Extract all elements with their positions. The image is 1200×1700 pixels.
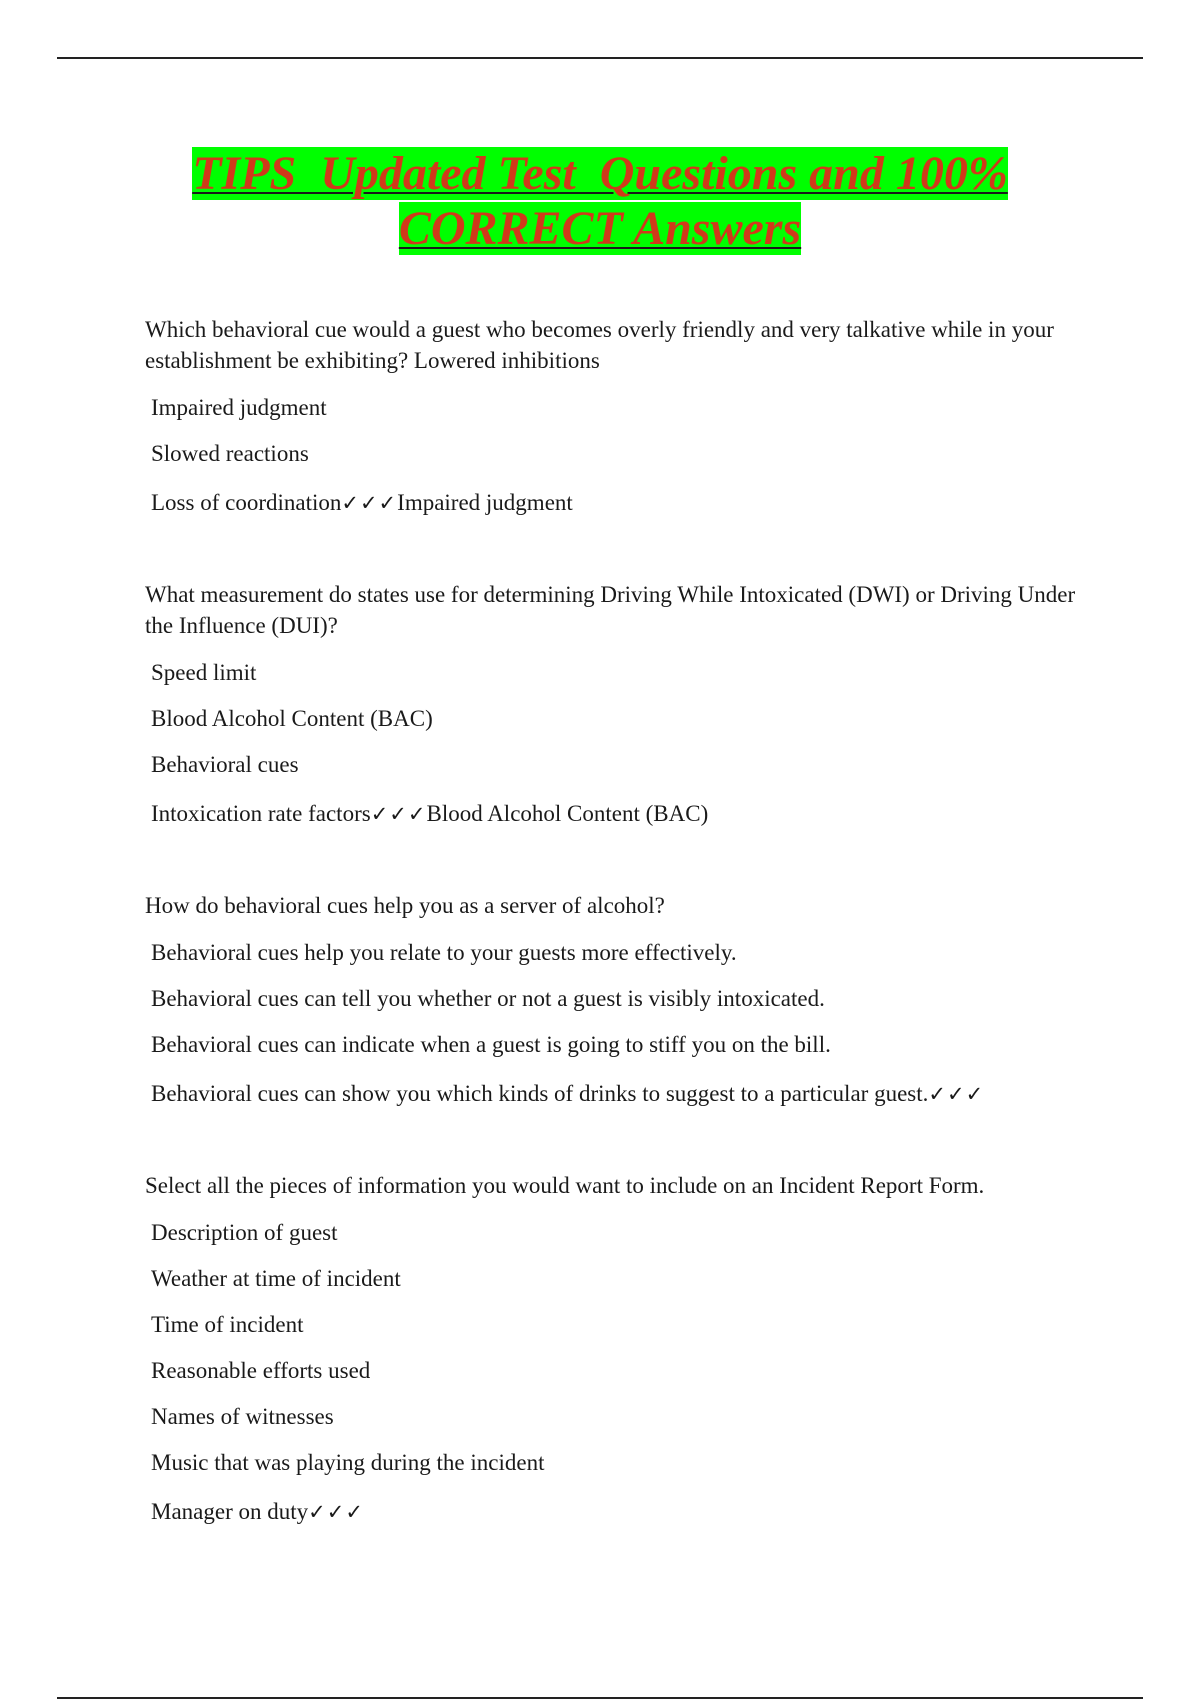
option-text: Loss of coordination (151, 490, 342, 515)
option-text: Intoxication rate factors (151, 801, 371, 826)
option-text: Behavioral cues can show you which kinds of drinks to suggest to a particular guest. (151, 1081, 929, 1106)
question-text: What measurement do states use for determining Driving While Intoxicated (DWI) or Driving Under the Influence (DUI)? (145, 582, 1076, 638)
document-title (0, 146, 1200, 256)
question-text: Select all the pieces of information you would want to include on an Incident Report Form. (145, 1173, 985, 1198)
option: Weather at time of incident (151, 1266, 401, 1291)
checkmark-icon: ✓✓✓ (341, 491, 398, 515)
correct-answer: Impaired judgment (397, 490, 573, 515)
option-with-answer (151, 1078, 1085, 1110)
option-with-answer (151, 798, 1085, 830)
option: Reasonable efforts used (151, 1358, 371, 1383)
title-line-1: TIPS Updated Test Questions and 100% (192, 147, 1008, 200)
option: Behavioral cues help you relate to your guests more effectively. (151, 940, 737, 965)
option-with-answer (151, 1496, 1085, 1528)
option: Behavioral cues can tell you whether or not a guest is visibly intoxicated. (151, 986, 825, 1011)
option: Slowed reactions (151, 441, 309, 466)
option: Blood Alcohol Content (BAC) (151, 706, 433, 731)
option: Impaired judgment (151, 395, 327, 420)
top-rule (57, 57, 1143, 59)
title-line-2: CORRECT Answers (398, 202, 802, 255)
option: Behavioral cues can indicate when a guest is going to stiff you on the bill. (151, 1032, 831, 1057)
question-block-1 (145, 314, 1085, 519)
question-text: How do behavioral cues help you as a server of alcohol? (145, 893, 665, 918)
bottom-rule (57, 1697, 1143, 1699)
option: Music that was playing during the incident (151, 1450, 545, 1475)
question-text: Which behavioral cue would a guest who becomes overly friendly and very talkative while in your establishment be exhibiting? Lowered inhibitions (145, 317, 1054, 373)
question-list (145, 314, 1085, 1588)
question-block-4 (145, 1170, 1085, 1528)
option-text: Manager on duty (151, 1499, 309, 1524)
option: Behavioral cues (151, 752, 299, 777)
checkmark-icon: ✓✓✓ (370, 802, 427, 826)
question-block-3 (145, 890, 1085, 1110)
question-block-2 (145, 579, 1085, 830)
option: Speed limit (151, 660, 257, 685)
option: Names of witnesses (151, 1404, 334, 1429)
option: Description of guest (151, 1220, 338, 1245)
option-with-answer (151, 487, 1085, 519)
option: Time of incident (151, 1312, 304, 1337)
checkmark-icon: ✓✓✓ (308, 1500, 364, 1524)
checkmark-icon: ✓✓✓ (928, 1082, 985, 1106)
correct-answer: Blood Alcohol Content (BAC) (426, 801, 709, 826)
